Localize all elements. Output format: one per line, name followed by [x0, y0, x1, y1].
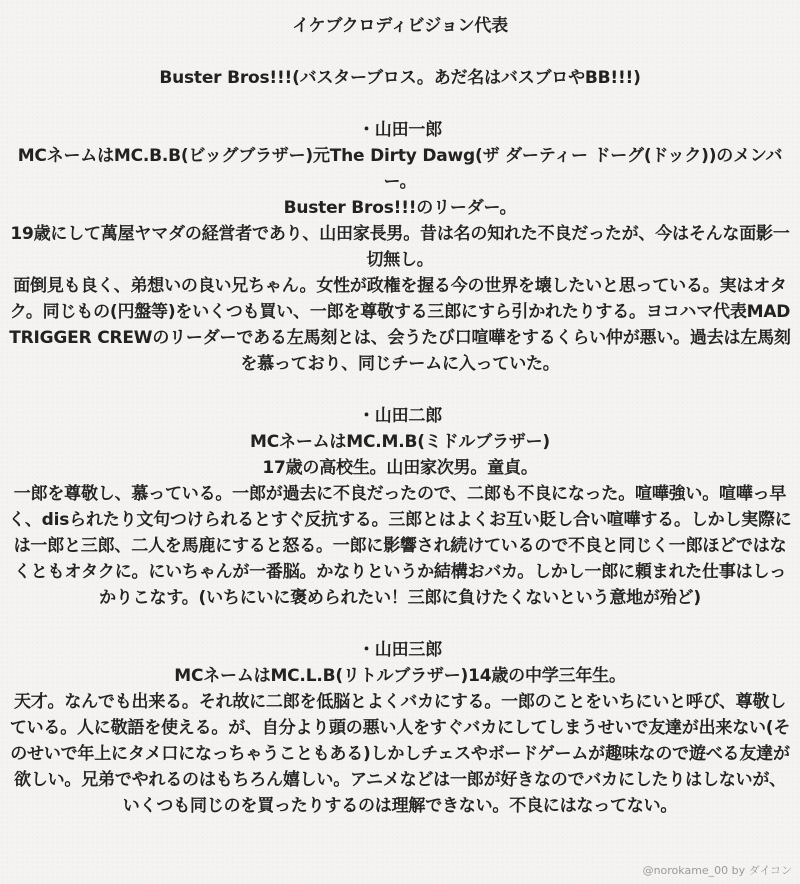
paragraph: 天才。なんでも出来る。それ故に二郎を低脳とよくバカにする。一郎のことをいちにいと呼び、尊敬している。人に敬語を使える。が、自分より頭の悪い人をすぐバカにしてしまうせいで友達が出来ない(そのせいで年上にタメ口になっちゃうこともある)しかしチェスやボードゲームが趣味なので遊べる友達が欲しい。兄弟でやれるのはもちろん嬉しい。アニメなどは一郎が好きなのでバカにしたりはしないが、いくつも同じのを買ったりするのは理解できない。不良にはなってない。 — [9, 692, 791, 816]
paragraph: Buster Bros!!!のリーダー。 — [283, 198, 517, 218]
document-title: イケブクロディビジョン代表 — [292, 16, 508, 36]
paragraph: MCネームはMC.L.B(リトルブラザー)14歳の中学三年生。 — [174, 666, 626, 686]
section-heading-jiro: ・山田二郎 — [358, 406, 442, 426]
section-heading-ichiro: ・山田一郎 — [358, 120, 442, 140]
spacer — [8, 611, 792, 637]
paragraph: 17歳の高校生。山田家次男。童貞。 — [262, 458, 538, 478]
paragraph: MCネームはMC.M.B(ミドルブラザー) — [250, 432, 550, 452]
team-name: Buster Bros!!!(バスターブロス。あだ名はバスブロやBB!!!) — [159, 68, 641, 88]
paragraph: 面倒見も良く、弟想いの良い兄ちゃん。女性が政権を握る今の世界を壊したいと思っている。実はオタク。同じもの(円盤等)をいくつも買い、一郎を尊敬する三郎にすら引かれたりする。ヨコハマ代表MAD TRIGGER CREWのリーダーである左馬刻とは、会うたび口喧嘩をするくらい仲が悪い。過去は左馬刻を慕っており、同じチームに入っていた。 — [9, 276, 791, 374]
spacer — [8, 39, 792, 65]
spacer — [8, 377, 792, 403]
document-body — [8, 13, 792, 819]
spacer — [8, 91, 792, 117]
paragraph: MCネームはMC.B.B(ビッグブラザー)元The Dirty Dawg(ザ ダーティー ドーグ(ドック))のメンバー。 — [17, 146, 783, 192]
paragraph: 19歳にして萬屋ヤマダの経営者であり、山田家長男。昔は名の知れた不良だったが、今はそんな面影一切無し。 — [10, 224, 790, 270]
section-heading-saburo: ・山田三郎 — [358, 640, 442, 660]
paragraph: 一郎を尊敬し、慕っている。一郎が過去に不良だったので、二郎も不良になった。喧嘩強い。喧嘩っ早く、disられたり文句つけられるとすぐ反抗する。三郎とはよくお互い貶し合い喧嘩する。しかし実際には一郎と三郎、二人を馬鹿にすると怒る。一郎に影響され続けているので不良と同じく一郎ほどではなくともオタクに。にいちゃんが一番脳。かなりというか結構おバカ。しかし一郎に頼まれた仕事はしっかりこなす。(いちにいに褒められたい！三郎に負けたくないという意地が殆ど) — [8, 484, 792, 608]
watermark-credit: @norokame_00 by ダイコン — [642, 864, 792, 877]
